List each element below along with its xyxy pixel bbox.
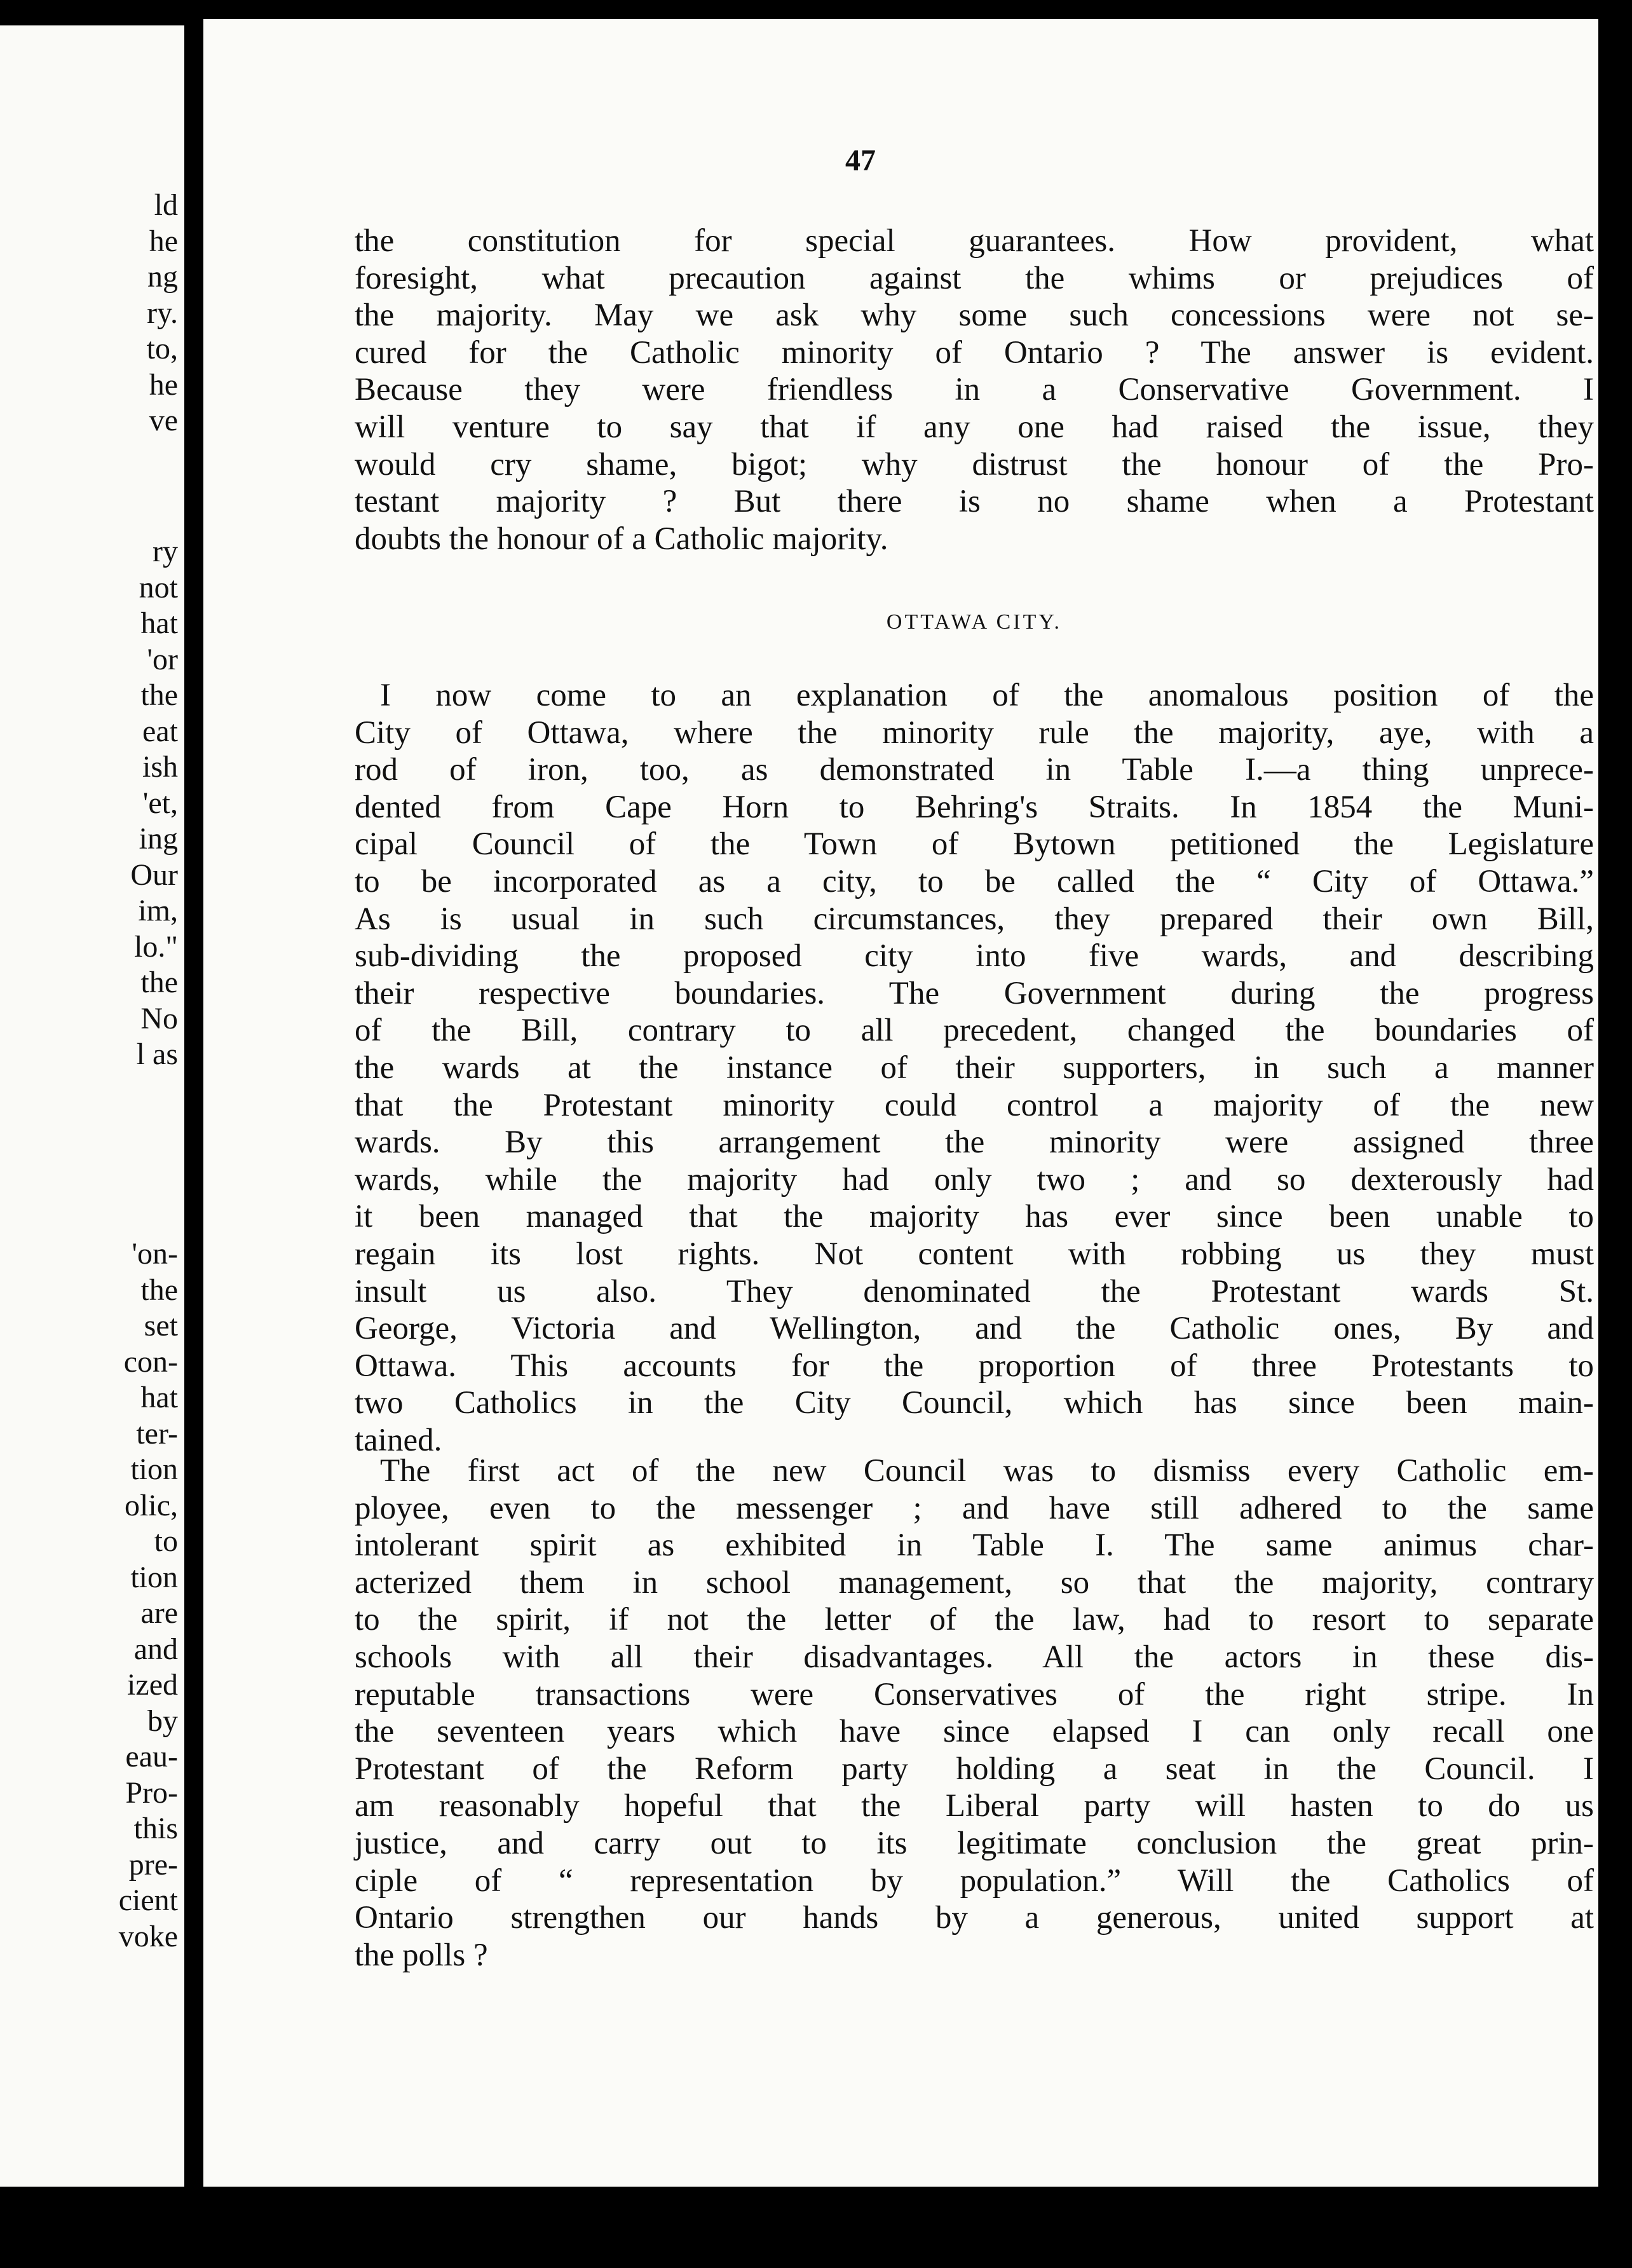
text-line: their respective boundaries. The Government during the progress xyxy=(355,975,1594,1011)
text-line: would cry shame, bigot; why distrust the honour of the Pro- xyxy=(355,446,1594,482)
facing-page-text-group-1 xyxy=(147,188,178,439)
text-line: reputable transactions were Conservatives of the right stripe. In xyxy=(355,1676,1594,1712)
text-line: dented from Cape Horn to Behring's Straits. In 1854 the Muni- xyxy=(355,789,1594,825)
text-line: regain its lost rights. Not content with robbing us they must xyxy=(355,1236,1594,1272)
facing-page-word: olic, xyxy=(125,1488,178,1522)
facing-page-word: ld xyxy=(154,188,178,222)
facing-page-word: he xyxy=(149,224,178,258)
facing-page-word: ized xyxy=(127,1668,178,1702)
paragraph-council-act xyxy=(355,1452,1594,1974)
text-line: justice, and carry out to its legitimate conclusion the great prin- xyxy=(355,1825,1594,1861)
facing-page-word: 'or xyxy=(147,642,178,676)
facing-page-word: the xyxy=(140,966,178,999)
text-line: the polls ? xyxy=(355,1937,488,1973)
facing-page-word: im, xyxy=(138,894,178,927)
facing-page-word: ry xyxy=(153,535,178,568)
facing-page-word: con- xyxy=(123,1344,178,1379)
facing-page-word: l as xyxy=(136,1037,178,1071)
text-line: acterized them in school management, so that the majority, contrary xyxy=(355,1564,1594,1601)
facing-page-word: and xyxy=(133,1632,178,1666)
text-line: wards, while the majority had only two ; and so dexterously had xyxy=(355,1161,1594,1198)
text-line: the majority. May we ask why some such concessions were not se- xyxy=(355,297,1594,334)
facing-page-word: ry. xyxy=(147,296,178,330)
text-line: the seventeen years which have since elapsed I can only recall one xyxy=(355,1714,1594,1750)
facing-page-word: voke xyxy=(118,1919,178,1953)
facing-page-word: 'on- xyxy=(132,1237,178,1271)
section-heading: OTTAWA CITY. xyxy=(886,610,1063,634)
facing-page-word: the xyxy=(140,1273,178,1307)
scan-bottom-border xyxy=(0,2187,1632,2268)
text-line: to the spirit, if not the letter of the law, had to resort to separate xyxy=(355,1602,1594,1638)
facing-page-word: hat xyxy=(140,1381,178,1414)
text-line: schools with all their disadvantages. All the actors in these dis- xyxy=(355,1639,1594,1675)
facing-page-word: 'et, xyxy=(142,786,178,820)
text-line: rod of iron, too, as demonstrated in Table I.—a thing unprece- xyxy=(355,752,1594,788)
facing-page-word: set xyxy=(144,1309,178,1342)
text-line: ployee, even to the messenger ; and have still adhered to the same xyxy=(355,1490,1594,1526)
facing-page-fragment xyxy=(0,25,184,2218)
facing-page-word: pre- xyxy=(128,1847,178,1882)
facing-page-word: hat xyxy=(140,606,178,640)
text-line: testant majority ? But there is no shame when a Protestant xyxy=(355,484,1594,520)
text-line: As is usual in such circumstances, they prepared their own Bill, xyxy=(355,901,1594,937)
text-line: tained. xyxy=(355,1422,442,1458)
text-line: Ottawa. This accounts for the proportion of three Protestants to xyxy=(355,1348,1594,1384)
facing-page-word: by xyxy=(147,1704,178,1738)
facing-page-word: ve xyxy=(149,404,178,437)
text-line: The first act of the new Council was to dismiss every Catholic em- xyxy=(380,1453,1594,1489)
facing-page-word: ng xyxy=(147,260,178,294)
facing-page-word: lo." xyxy=(134,929,178,964)
text-line: intolerant spirit as exhibited in Table I. The same animus char- xyxy=(355,1527,1594,1564)
facing-page-word: tion xyxy=(130,1452,178,1486)
facing-page-word: not xyxy=(139,570,178,605)
facing-page-word: he xyxy=(149,367,178,402)
text-line: I now come to an explanation of the anomalous position of the xyxy=(380,678,1594,713)
text-line: sub-dividing the proposed city into five wards, and describing xyxy=(355,938,1594,974)
paragraph-guarantees xyxy=(355,222,1594,557)
text-line: doubts the honour of a Catholic majority. xyxy=(355,521,888,557)
text-line: to be incorporated as a city, to be called the “ City of Ottawa.” xyxy=(355,863,1594,899)
facing-page-text-group-3 xyxy=(119,1236,178,1955)
facing-page-word: the xyxy=(140,678,178,712)
text-line: two Catholics in the City Council, which has since been main- xyxy=(355,1385,1594,1421)
facing-page-word: ish xyxy=(142,750,178,784)
facing-page-word: Our xyxy=(130,857,178,892)
facing-page-word: No xyxy=(140,1001,178,1035)
text-line: foresight, what precaution against the whims or prejudices of xyxy=(355,260,1594,296)
facing-page-word: eau- xyxy=(125,1740,178,1773)
text-line: insult us also. They denominated the Protestant wards St. xyxy=(355,1273,1594,1309)
text-line: that the Protestant minority could control a majority of the new xyxy=(355,1087,1594,1123)
text-line: City of Ottawa, where the minority rule the majority, aye, with a xyxy=(355,714,1594,751)
text-line: will venture to say that if any one had raised the issue, they xyxy=(355,409,1594,445)
text-line: the constitution for special guarantees. How provident, what xyxy=(355,223,1594,259)
text-line: cipal Council of the Town of Bytown petitioned the Legislature xyxy=(355,826,1594,863)
facing-page-word: eat xyxy=(142,714,178,748)
facing-page-word: this xyxy=(133,1812,178,1845)
text-line: of the Bill, contrary to all precedent, changed the boundaries of xyxy=(355,1013,1594,1049)
facing-page-word: ter- xyxy=(136,1416,178,1451)
text-line: Protestant of the Reform party holding a seat in the Council. I xyxy=(355,1751,1594,1787)
text-line: wards. By this arrangement the minority were assigned three xyxy=(355,1124,1594,1161)
facing-page-word: are xyxy=(140,1596,178,1630)
text-line: the wards at the instance of their supporters, in such a manner xyxy=(355,1049,1594,1086)
facing-page-word: tion xyxy=(130,1560,178,1594)
text-line: ciple of “ representation by population.” Will the Catholics of xyxy=(355,1862,1594,1899)
text-line: Because they were friendless in a Conservative Government. I xyxy=(355,372,1594,408)
book-page xyxy=(203,19,1598,2187)
facing-page-text-group-2 xyxy=(130,534,178,1073)
facing-page-word: ing xyxy=(139,822,178,856)
page-number: 47 xyxy=(845,144,876,177)
text-line: George, Victoria and Wellington, and the Catholic ones, By and xyxy=(355,1311,1594,1347)
paragraph-ottawa-wards xyxy=(355,677,1594,1459)
text-line: cured for the Catholic minority of Ontario ? The answer is evident. xyxy=(355,334,1594,371)
facing-page-word: to xyxy=(154,1524,178,1558)
facing-page-word: Pro- xyxy=(125,1775,178,1810)
facing-page-word: cient xyxy=(118,1883,178,1917)
facing-page-word: to, xyxy=(146,332,178,365)
text-line: Ontario strengthen our hands by a generous, united support at xyxy=(355,1900,1594,1936)
text-line: am reasonably hopeful that the Liberal party will hasten to do us xyxy=(355,1788,1594,1824)
text-line: it been managed that the majority has ever since been unable to xyxy=(355,1199,1594,1235)
